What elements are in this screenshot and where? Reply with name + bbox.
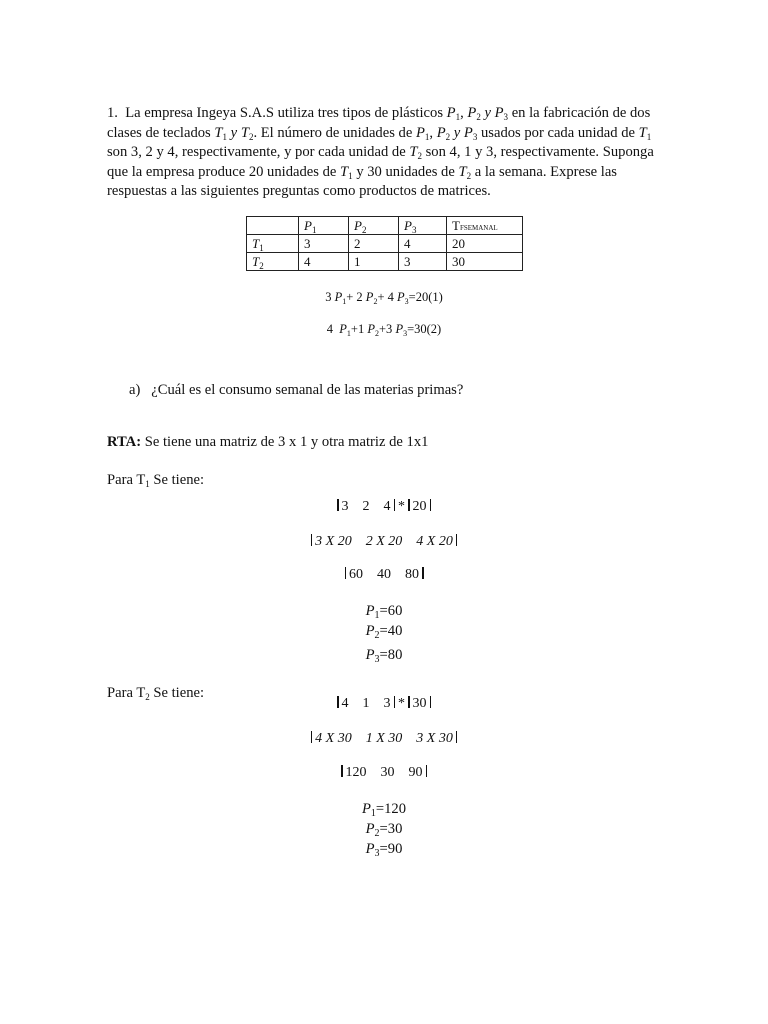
table-header-cell — [247, 217, 299, 235]
table-cell: 4 — [299, 253, 349, 271]
t2-product: 4 1 3 * 30 — [0, 696, 768, 712]
result-p1: $P_1=60$ — [365, 603, 403, 621]
result-p3: $P_3=90$ — [365, 841, 403, 859]
table-cell: 4 — [399, 235, 447, 253]
answer-line: RTA: Se tiene una matriz de 3 x 1 y otra matriz de 1x1 — [107, 434, 429, 450]
t1-multiplication: 3 X 20 2 X 20 4 X 20 — [0, 534, 768, 550]
question-a: a) ¿Cuál es el consumo semanal de las materias primas? — [129, 382, 464, 398]
table-header-cell: TFSEMANAL — [447, 217, 523, 235]
table-header-cell: $P_1$ — [299, 217, 349, 235]
equation-2: 4 $P_1+1$ $P_2+3$ $P_3=30(2)$ — [326, 322, 442, 338]
table-cell: 20 — [447, 235, 523, 253]
problem-number: 1. — [107, 105, 118, 121]
equation-1: 3 $P_1+ 2$ $P_2+ 4$ $P_3=20(1)$ — [325, 290, 443, 306]
table-cell: 30 — [447, 253, 523, 271]
t1-heading: Para $T_1$ Se tiene: — [107, 472, 205, 489]
t1-vector: 60 40 80 — [0, 567, 768, 583]
table-row — [247, 235, 523, 253]
t2-heading: Para $T_2$ Se tiene: — [107, 685, 205, 702]
units-table — [246, 216, 523, 271]
table-row — [247, 253, 523, 271]
table-cell: $T_2$ — [247, 253, 299, 271]
table-header-cell: $P_2$ — [349, 217, 399, 235]
table-header-row — [247, 217, 523, 235]
table-cell: 3 — [299, 235, 349, 253]
table-header-cell: $P_3$ — [399, 217, 447, 235]
t1-product: 3 2 4 * 20 — [0, 499, 768, 515]
table-cell: 2 — [349, 235, 399, 253]
result-p3: $P_3=80$ — [365, 647, 403, 665]
table-cell: $T_1$ — [247, 235, 299, 253]
table-cell: 3 — [399, 253, 447, 271]
t1-results — [0, 601, 768, 665]
result-p2: $P_2=40$ — [365, 623, 403, 641]
problem-statement: 1. La empresa Ingeya S.A.S utiliza tres tipos de plásticos $P_1$, $P_2$ y $P_3$ en la fabricación de dos clases de teclados $T_1$ y $T_2$. El número de unidades de $P_1$, $P_2$ y $P_3$ usados por cada unidad de $T_1$ son 3, 2 y 4, respectivamente, y por cada unidad de $T_2$ son 4, 1 y 3, respectivamente. Suponga que la empresa produce 20 unidades de $T_1$ y 30 unidades de $T_2$ a la semana. Exprese las respuestas a las siguientes preguntas como productos de matrices. — [107, 105, 654, 200]
result-p2: $P_2=30$ — [365, 821, 403, 839]
t2-vector: 120 30 90 — [0, 765, 768, 781]
table-cell: 1 — [349, 253, 399, 271]
t2-multiplication: 4 X 30 1 X 30 3 X 30 — [0, 731, 768, 747]
result-p1: $P_1=120$ — [361, 801, 407, 819]
t2-results — [0, 799, 768, 859]
